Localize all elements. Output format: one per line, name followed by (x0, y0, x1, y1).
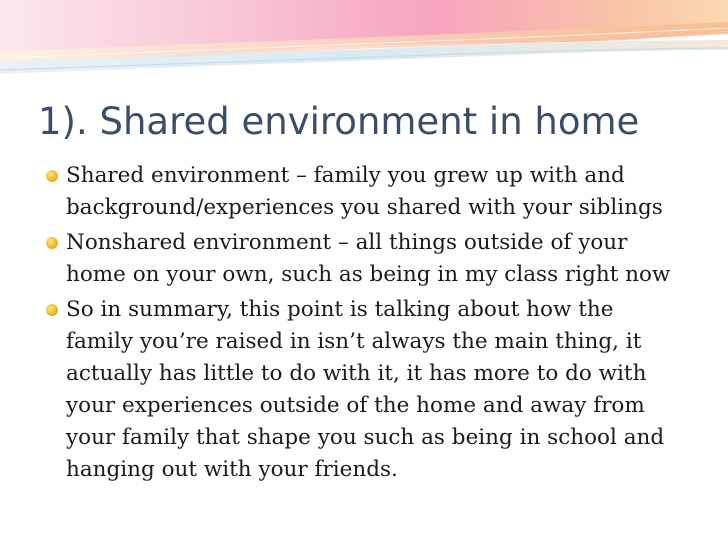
bullet-list (0, 160, 728, 489)
bullet-dot-icon (46, 170, 58, 182)
list-item (0, 294, 686, 486)
list-item (0, 160, 686, 224)
list-item (0, 227, 686, 291)
bullet-dot-icon (46, 237, 58, 249)
bullet-dot-icon (46, 304, 58, 316)
slide-title: 1). Shared environment in home (38, 100, 640, 143)
decorative-banner (0, 0, 728, 80)
bullet-text: Nonshared environment – all things outside of your home on your own, such as being in my class right now (66, 230, 671, 287)
bullet-text: So in summary, this point is talking about how the family you’re raised in isn’t always the main thing, it actually has little to do with it, it has more to do with your experiences outside of the home and away from your family that shape you such as being in school and hanging out with your friends. (66, 297, 665, 482)
bullet-text: Shared environment – family you grew up with and background/experiences you shared with your siblings (66, 163, 663, 220)
